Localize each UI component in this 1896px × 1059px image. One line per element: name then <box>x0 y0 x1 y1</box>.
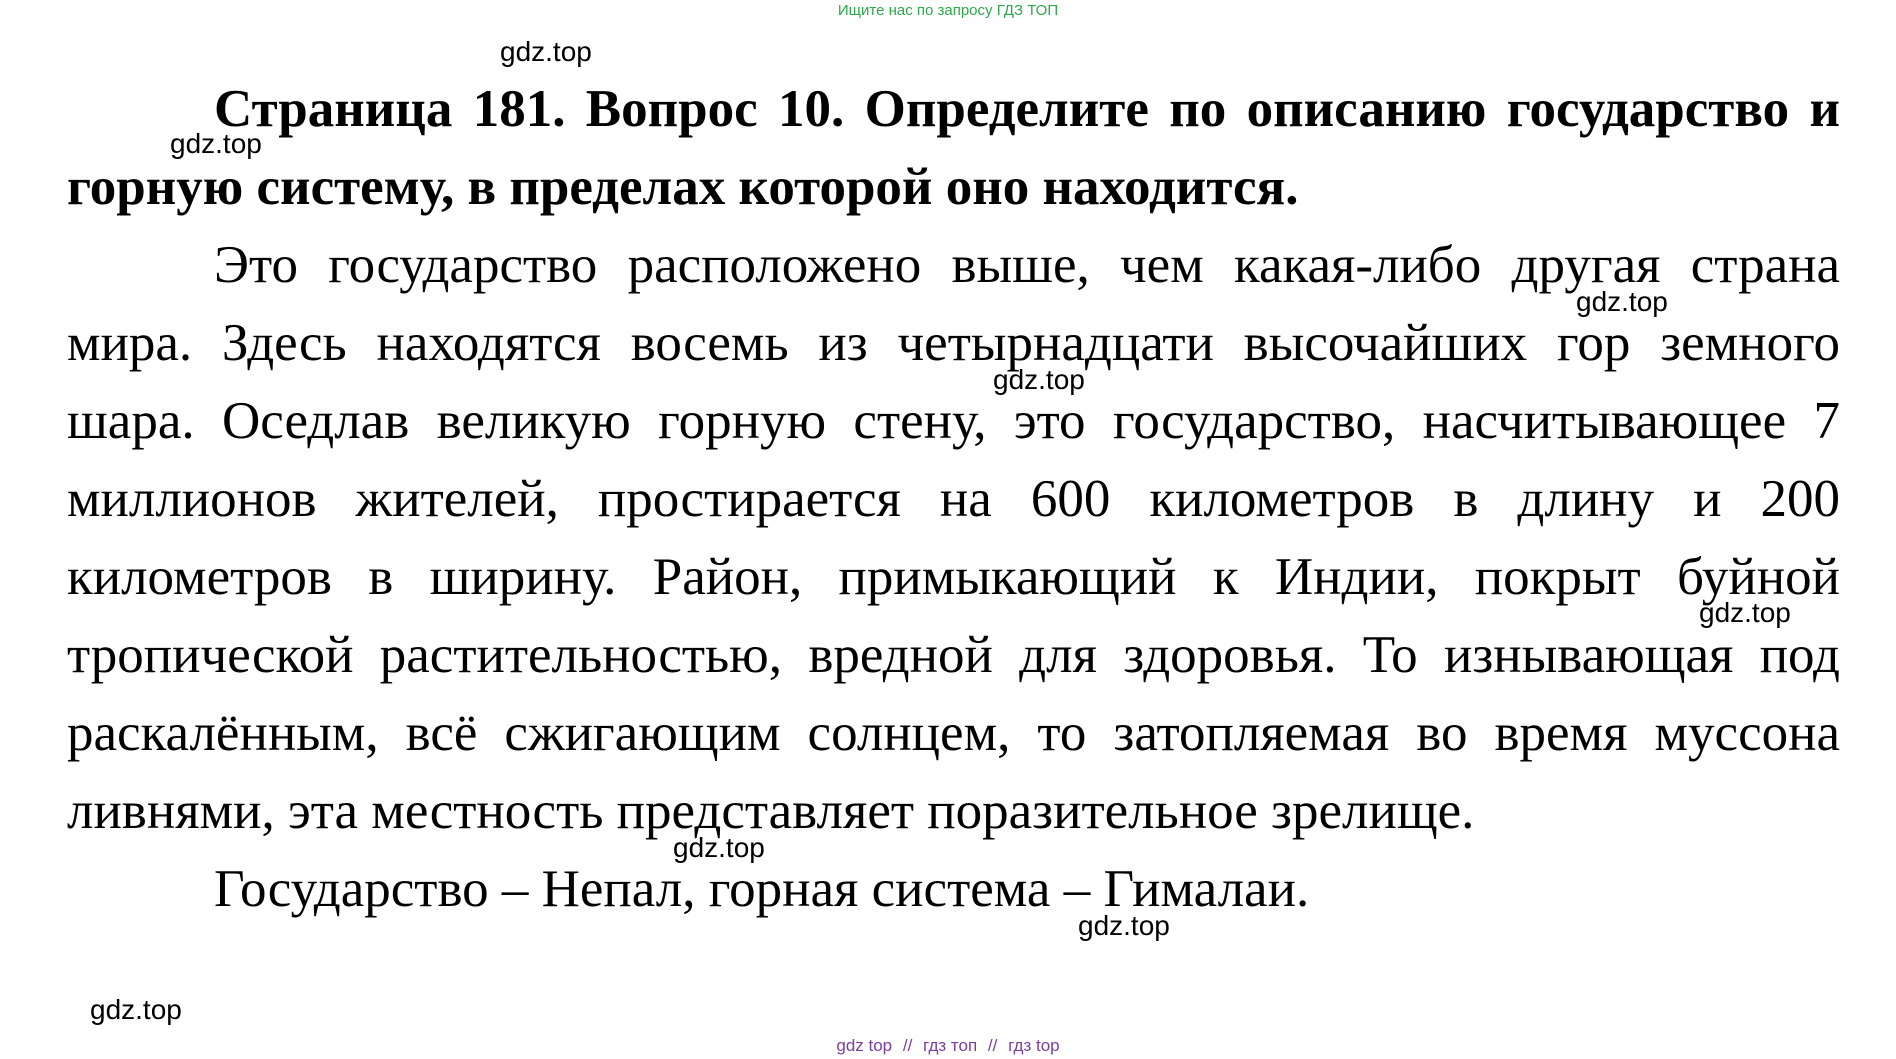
footer-item: гдз топ <box>923 1036 978 1055</box>
question-title: Страница 181. Вопрос 10. Определите по описанию государство и горную систему, в пределах которой оно находится. <box>67 80 1840 216</box>
footer-links <box>0 1036 1896 1056</box>
watermark: gdz.top <box>993 364 1085 395</box>
watermark: gdz.top <box>90 994 182 1025</box>
watermark: gdz.top <box>1078 910 1170 941</box>
watermark: gdz.top <box>1576 286 1668 317</box>
footer-separator: // <box>902 1036 913 1055</box>
top-banner: Ищите нас по запросу ГДЗ ТОП <box>837 2 1059 19</box>
footer-separator: // <box>987 1036 998 1055</box>
footer-item: gdz top <box>836 1036 893 1055</box>
answer-text: Государство – Непал, горная система – Гималаи. <box>214 860 1310 918</box>
watermark: gdz.top <box>500 36 592 67</box>
watermark: gdz.top <box>1699 597 1791 628</box>
watermark: gdz.top <box>673 832 765 863</box>
question-body: Это государство расположено выше, чем какая-либо другая страна мира. Здесь находятся восемь из четырнадцати высочайших гор земного шара. Оседлав великую горную стену, это государство, насчитывающее 7 миллионов жителей, простирается на 600 километров в длину и 200 километров в ширину. Район, примыкающий к Индии, покрыт буйной тропической растительностью, вредной для здоровья. То изнывающая под раскалённым, всё сжигающим солнцем, то затопляемая во время муссона ливнями, эта местность представляет поразительное зрелище. <box>67 236 1840 840</box>
footer-item: гдз top <box>1008 1036 1060 1055</box>
document-content <box>67 70 1840 928</box>
watermark: gdz.top <box>170 128 262 159</box>
